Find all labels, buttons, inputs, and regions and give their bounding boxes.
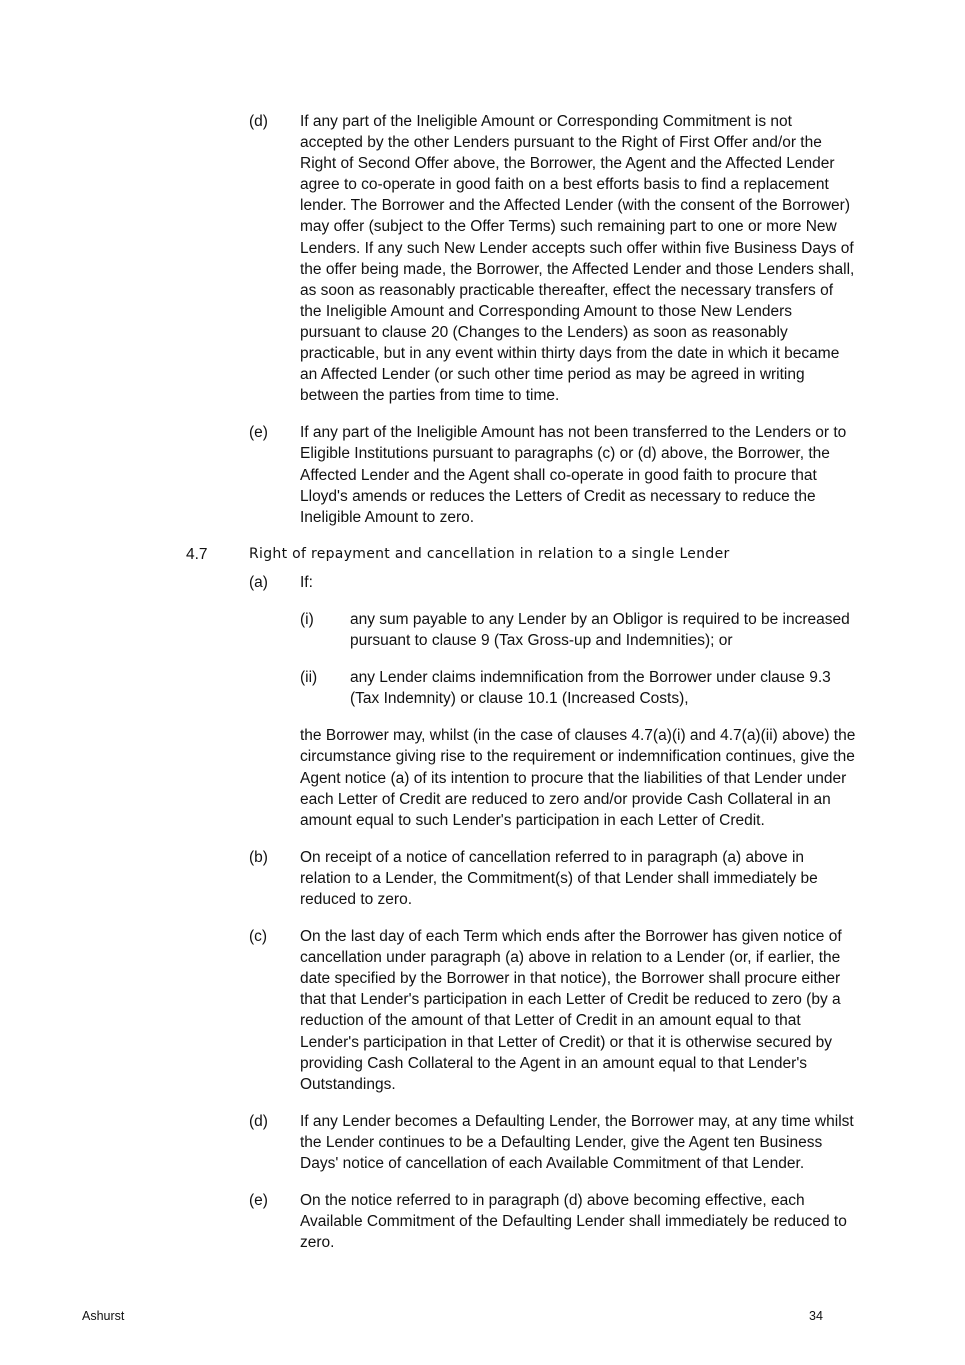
text-line: that that Lender's participation in each Letter of Credit be reduced to zero (by a <box>300 991 841 1009</box>
text-line: any sum payable to any Lender by an Obligor is required to be increased <box>350 610 850 628</box>
paragraph-label: (d) <box>249 1112 268 1130</box>
text-line: Lenders. If any such New Lender accepts such offer within five Business Days of <box>300 239 854 257</box>
paragraph-label: (c) <box>249 928 268 946</box>
paragraph-label: (ii) <box>300 669 318 687</box>
text-line: as soon as reasonably practicable thereafter, effect the necessary transfers of <box>300 281 834 299</box>
clause-paragraph <box>0 847 965 910</box>
text-line: (Tax Indemnity) or clause 10.1 (Increased Costs), <box>350 690 689 708</box>
text-line: On the last day of each Term which ends after the Borrower has given notice of <box>300 928 842 946</box>
paragraph-label: (d) <box>249 113 268 130</box>
clause-paragraph <box>0 926 965 1095</box>
text-line: date specified by the Borrower in that notice), the Borrower shall procure either <box>300 970 841 988</box>
document-body <box>0 111 965 1269</box>
paragraph-text <box>300 1111 965 1174</box>
text-line: amount equal to such Lender's participation in each Letter of Credit. <box>300 811 765 829</box>
text-line: On receipt of a notice of cancellation referred to in paragraph (a) above in <box>300 848 805 866</box>
text-line: If any part of the Ineligible Amount or Corresponding Commitment is not <box>300 113 792 130</box>
paragraph-text <box>300 725 965 830</box>
text-line: Right of Second Offer above, the Borrower, the Agent and the Affected Lender <box>300 155 835 173</box>
paragraph-label: (a) <box>249 573 268 591</box>
text-line: On the notice referred to in paragraph (d) above becoming effective, each <box>300 1192 805 1210</box>
text-line: between the parties from time to time. <box>300 387 560 405</box>
text-line: Lender's participation in that Letter of Credit) or that it is otherwise secured by <box>300 1033 832 1051</box>
paragraph-text <box>300 1190 965 1253</box>
text-line: may offer (subject to the Offer Terms) such remaining part to one or more New <box>300 218 837 236</box>
paragraph-label: (b) <box>249 848 268 866</box>
paragraph-label: (i) <box>300 610 314 628</box>
text-line: pursuant to clause 20 (Changes to the Lenders) as soon as reasonably <box>300 323 788 341</box>
paragraph-label: (e) <box>249 1192 268 1210</box>
clause-paragraph <box>0 667 965 709</box>
text-line: reduced to zero. <box>300 891 413 908</box>
text-line: providing Cash Collateral to the Agent in an amount equal to that Lender's <box>300 1054 808 1072</box>
clause-paragraph <box>0 609 965 651</box>
text-line: Available Commitment of the Defaulting Lender shall immediately be reduced to <box>300 1213 847 1231</box>
text-line: relation to a Lender, the Commitment(s) of that Lender shall immediately be <box>300 869 818 887</box>
text-line: agree to co-operate in good faith on a best efforts basis to find a replacement <box>300 176 829 194</box>
paragraph-text <box>350 609 965 651</box>
paragraph-text <box>350 667 965 709</box>
paragraph-text <box>300 926 965 1095</box>
paragraph-text <box>300 422 965 527</box>
text-line: Days' notice of cancellation of each Available Commitment of that Lender. <box>300 1155 805 1173</box>
text-line: Lloyd's amends or reduces the Letters of Credit as necessary to reduce the <box>300 487 816 505</box>
text-line: If any Lender becomes a Defaulting Lender, the Borrower may, at any time whilst <box>300 1112 854 1130</box>
text-line: Outstandings. <box>300 1075 396 1093</box>
text-line: reduction of the amount of that Letter of Credit in an amount equal to that <box>300 1012 801 1030</box>
text-line: zero. <box>300 1234 335 1252</box>
text-line: the Lender continues to be a Defaulting Lender, give the Agent ten Business <box>300 1133 823 1151</box>
text-line: pursuant to clause 9 (Tax Gross-up and Indemnities); or <box>350 632 733 650</box>
text-line: If: <box>300 573 313 591</box>
clause-paragraph <box>0 111 965 406</box>
paragraph-text <box>300 847 965 910</box>
clause-title <box>249 544 965 565</box>
text-line: the offer being made, the Borrower, the Affected Lender and those Lenders shall, <box>300 260 855 278</box>
paragraph-text <box>300 572 965 593</box>
paragraph-text <box>300 111 965 406</box>
clause-number: 4.7 <box>186 545 208 563</box>
clause-paragraph <box>0 572 965 593</box>
text-line: Affected Lender and the Agent shall co-operate in good faith to procure that <box>300 466 817 484</box>
text-line: lender. The Borrower and the Affected Lender (with the consent of the Borrower) <box>300 197 851 215</box>
clause-paragraph <box>0 422 965 527</box>
text-line: Eligible Institutions pursuant to paragraphs (c) or (d) above, the Borrower, the <box>300 445 830 463</box>
clause-paragraph <box>0 1190 965 1253</box>
clause-paragraph <box>0 725 965 830</box>
text-line: accepted by the other Lenders pursuant to the Right of First Offer and/or the <box>300 134 822 152</box>
text-line: Ineligible Amount to zero. <box>300 508 475 526</box>
text-line: circumstance giving rise to the requirement or indemnification continues, give the <box>300 748 855 766</box>
text-line: any Lender claims indemnification from the Borrower under clause 9.3 <box>350 669 831 687</box>
text-line: the Ineligible Amount and Corresponding Amount to those New Lenders <box>300 302 793 320</box>
text-line: If any part of the Ineligible Amount has not been transferred to the Lenders or to <box>300 424 847 442</box>
text-line: an Affected Lender (or such other time period as may be agreed in writing <box>300 366 805 384</box>
text-line: the Borrower may, whilst (in the case of clauses 4.7(a)(i) and 4.7(a)(ii) above) the <box>300 727 856 745</box>
text-line: practicable, but in any event within thirty days from the date in which it became <box>300 345 840 363</box>
text-line: Right of repayment and cancellation in relation to a single Lender <box>249 545 730 562</box>
clause-heading <box>0 544 965 565</box>
text-line: Agent notice (a) of its intention to procure that the liabilities of that Lender under <box>300 769 847 787</box>
text-line: cancellation under paragraph (a) above in relation to a Lender (or, if earlier, the <box>300 949 841 967</box>
paragraph-label: (e) <box>249 424 268 442</box>
clause-paragraph <box>0 1111 965 1174</box>
footer-firm-name: Ashurst <box>82 1309 125 1323</box>
text-line: each Letter of Credit are reduced to zero and/or provide Cash Collateral in an <box>300 790 831 808</box>
page-number: 34 <box>809 1309 823 1323</box>
